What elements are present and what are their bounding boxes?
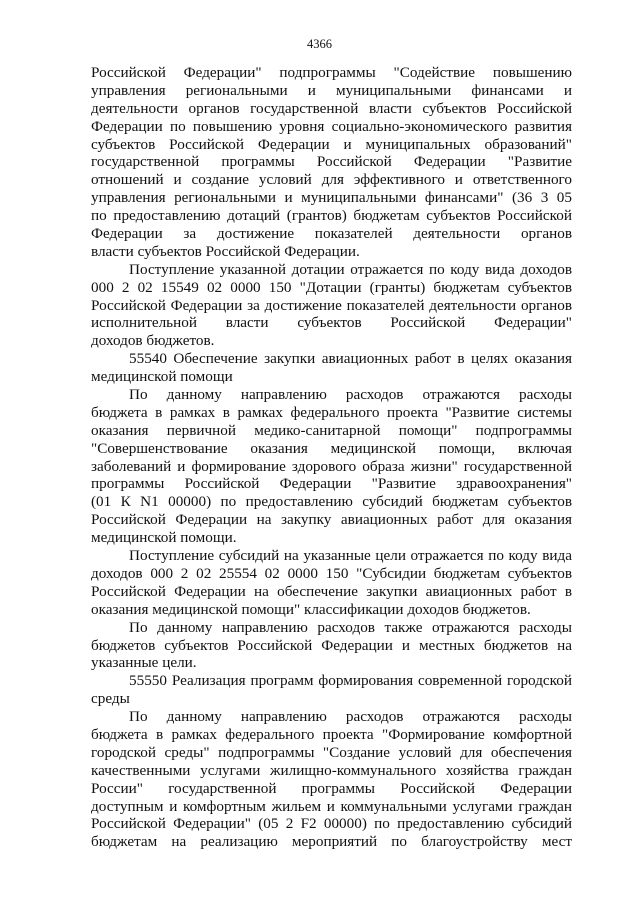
text-line: По данному направлению расходов также отражаются расходы xyxy=(129,618,572,636)
text-line: доходов 000 2 02 25554 02 0000 150 "Субсидии бюджетам субъектов xyxy=(91,564,572,582)
text-line: 000 2 02 15549 02 0000 150 "Дотации (гранты) бюджетам субъектов xyxy=(91,278,572,296)
document-body xyxy=(91,64,572,851)
text-line: деятельности органов государственной власти субъектов Российской xyxy=(91,99,572,117)
text-line: субъектов Российской Федерации и муниципальных образований" xyxy=(91,135,572,153)
text-line: качественными услугами жилищно-коммунального хозяйства граждан xyxy=(91,761,572,779)
text-line: Российской Федерации на закупку авиационных работ для оказания xyxy=(91,511,572,529)
text-line: заболеваний и формирование здорового образа жизни" государственной xyxy=(91,457,572,475)
paragraph xyxy=(91,708,572,851)
paragraph xyxy=(91,619,572,673)
text-line: "Совершенствование оказания медицинской помощи, включая xyxy=(91,439,572,457)
text-line: Федерации за достижение показателей деятельности органов xyxy=(91,225,572,243)
text-line: Российской Федерации за достижение показателей деятельности органов xyxy=(91,296,572,314)
text-line: России" государственной программы Российской Федерации xyxy=(91,779,572,797)
text-line: Поступление указанной дотации отражается по коду вида доходов xyxy=(129,260,572,278)
paragraph xyxy=(91,64,572,261)
text-line: Федерации по повышению уровня социально-экономического развития xyxy=(91,117,572,135)
text-line: Российской Федерации на обеспечение закупки авиационных работ в xyxy=(91,582,572,600)
text-line: медицинской помощи. xyxy=(91,529,237,547)
text-line: оказания медицинской помощи" классификации доходов бюджетов. xyxy=(91,600,531,618)
text-line: управления региональными и муниципальными финансами и xyxy=(91,81,572,99)
text-line: исполнительной власти субъектов Российской Федерации" xyxy=(91,314,572,332)
page-number: 4366 xyxy=(307,37,332,51)
text-line: указанные цели. xyxy=(91,654,197,672)
text-line: медицинской помощи xyxy=(91,368,233,386)
text-line: городской среды" подпрограммы "Создание условий для обеспечения xyxy=(91,743,572,761)
text-line: государственной программы Российской Федерации "Развитие xyxy=(91,153,572,171)
text-line: доходов бюджетов. xyxy=(91,332,215,350)
text-line: бюджета в рамках в рамках федерального проекта "Развитие системы xyxy=(91,403,572,421)
text-line: доступным и комфортным жильем и коммунальными услугами граждан xyxy=(91,797,572,815)
paragraph xyxy=(91,261,572,350)
text-line: Российской Федерации" подпрограммы "Содействие повышению xyxy=(91,64,572,81)
paragraph xyxy=(91,547,572,619)
text-line: Российской Федерации" (05 2 F2 00000) по предоставлению субсидий xyxy=(91,815,572,833)
paragraph xyxy=(91,386,572,547)
text-line: По данному направлению расходов отражаются расходы xyxy=(129,386,572,404)
text-line: власти субъектов Российской Федерации. xyxy=(91,242,360,260)
text-line: По данному направлению расходов отражаются расходы xyxy=(129,708,572,726)
paragraph xyxy=(91,672,572,708)
text-line: 55550 Реализация программ формирования современной городской xyxy=(129,672,572,690)
text-line: управления региональными и муниципальными финансами" (36 3 05 xyxy=(91,189,572,207)
text-line: по предоставлению дотаций (грантов) бюджетам субъектов Российской xyxy=(91,207,572,225)
text-line: бюджетам на реализацию мероприятий по благоустройству мест xyxy=(91,833,572,851)
text-line: оказания первичной медико-санитарной помощи" подпрограммы xyxy=(91,421,572,439)
paragraph xyxy=(91,350,572,386)
text-line: 55540 Обеспечение закупки авиационных работ в целях оказания xyxy=(129,350,572,368)
text-line: отношений и создание условий для эффективного и ответственного xyxy=(91,171,572,189)
text-line: (01 К N1 00000) по предоставлению субсидий бюджетам субъектов xyxy=(91,493,572,511)
text-line: бюджета в рамках федерального проекта "Формирование комфортной xyxy=(91,725,572,743)
text-line: бюджетов субъектов Российской Федерации и местных бюджетов на xyxy=(91,636,572,654)
text-line: Поступление субсидий на указанные цели отражается по коду вида xyxy=(129,547,572,565)
text-line: среды xyxy=(91,690,130,708)
text-line: программы Российской Федерации "Развитие здравоохранения" xyxy=(91,475,572,493)
